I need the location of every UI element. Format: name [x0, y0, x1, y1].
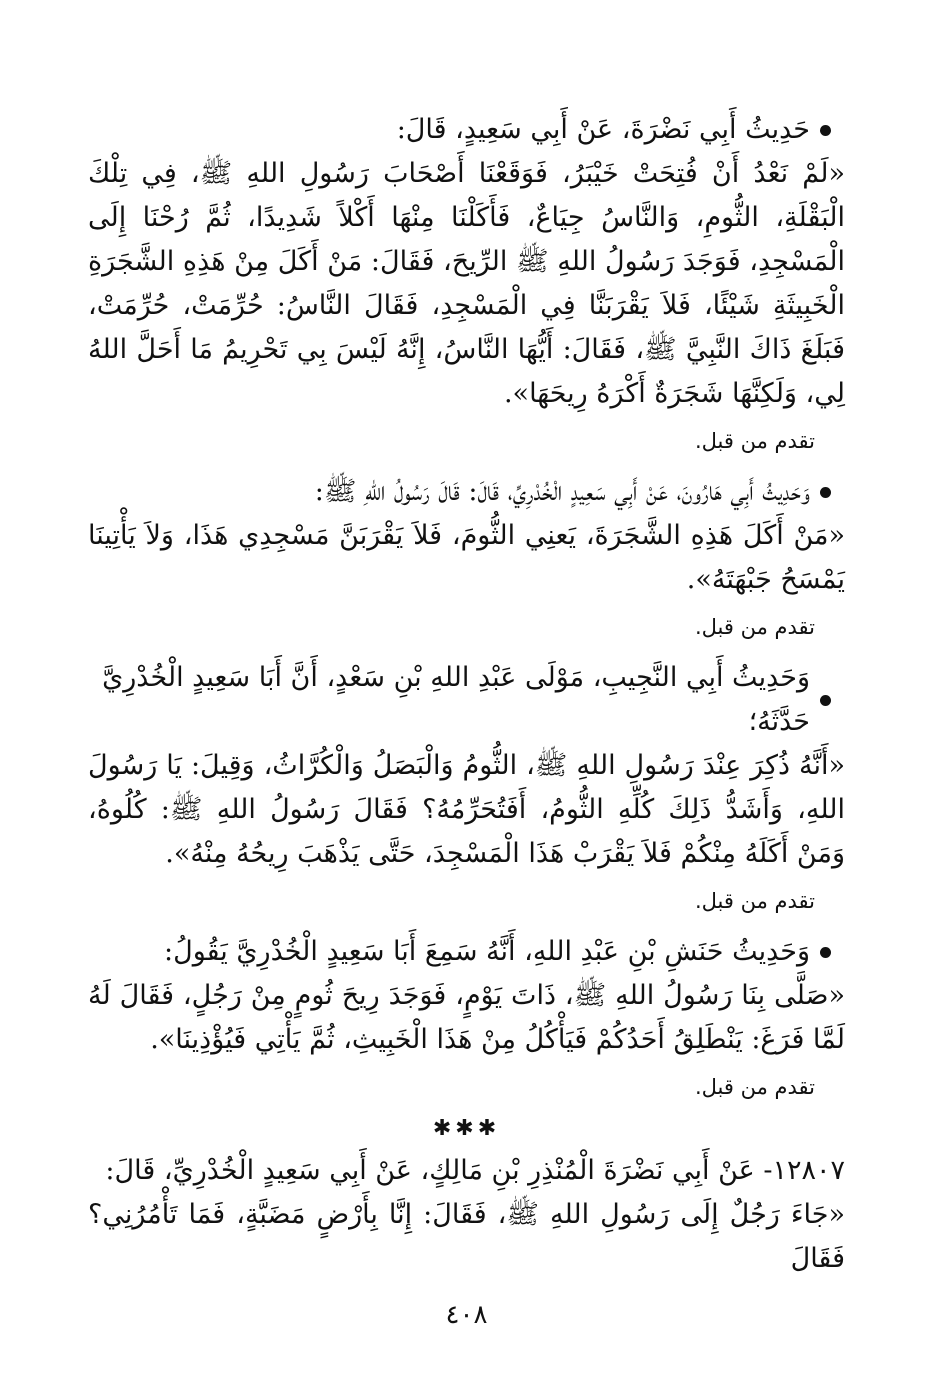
narration-head-text: وَحَدِيثُ أَبِي هَارُونَ، عَنْ أَبِي سَعِيدٍ الْخُدْرِيِّ، قَالَ: قَالَ رَسُولُ اللهِ ﷺ: [314, 476, 810, 507]
hadith-block [88, 1149, 845, 1281]
bullet-icon [820, 947, 831, 958]
hadith-head: ١٢٨٠٧- عَنْ أَبِي نَضْرَةَ الْمُنْذِرِ بْنِ مَالِكٍ، عَنْ أَبِي سَعِيدٍ الْخُدْرِيِّ، قَالَ: [105, 1155, 845, 1186]
narration-head-text: وَحَدِيثُ أَبِي النَّجِيبِ، مَوْلَى عَبْدِ اللهِ بْنِ سَعْدٍ، أَنَّ أَبَا سَعِيدٍ الْخُدْرِيَّ حَدَّثَهُ؛ [102, 662, 810, 737]
narration-head-text: وَحَدِيثُ حَنَشِ بْنِ عَبْدِ اللهِ، أَنَّهُ سَمِعَ أَبَا سَعِيدٍ الْخُدْرِيَّ يَقُولُ: [163, 936, 810, 967]
narration-head [88, 656, 845, 744]
bullet-icon [820, 695, 831, 706]
narration-text: «لَمْ نَعْدُ أَنْ فُتِحَتْ خَيْبَرُ، فَوَقَعْنَا أَصْحَابَ رَسُولِ اللهِ ﷺ، فِي تِلْكَ الْبَقْلَةِ، الثُّومِ، وَالنَّاسُ جِيَاعٌ، فَأَكَلْنَا مِنْهَا أَكْلاً شَدِيدًا، ثُمَّ رُحْنَا إِلَى الْمَسْجِدِ، فَوَجَدَ رَسُولُ اللهِ ﷺ الرِّيحَ، فَقَالَ: مَنْ أَكَلَ مِنْ هَذِهِ الشَّجَرَةِ الْخَبِيثَةِ شَيْئًا، فَلاَ يَقْرَبَنَّا فِي الْمَسْجِدِ، فَقَالَ النَّاسُ: حُرِّمَتْ، حُرِّمَتْ، فَبَلَغَ ذَاكَ النَّبِيَّ ﷺ، فَقَالَ: أَيُّهَا النَّاسُ، إِنَّهُ لَيْسَ بِي تَحْرِيمُ مَا أَحَلَّ اللهُ لِي، وَلَكِنَّهَا شَجَرَةٌ أَكْرَهُ رِيحَهَا». [88, 158, 845, 409]
narration-head [88, 108, 845, 152]
narration-text: «صَلَّى بِنَا رَسُولُ اللهِ ﷺ، ذَاتَ يَوْمٍ، فَوَجَدَ رِيحَ ثُومٍ مِنْ رَجُلٍ، فَقَالَ لَهُ لَمَّا فَرَغَ: يَنْطَلِقُ أَحَدُكُمْ فَيَأْكُلُ مِنْ هَذَا الْخَبِيثِ، ثُمَّ يَأْتِي فَيُؤْذِينَا». [88, 980, 845, 1055]
cross-reference-note: تقدم من قبل. [694, 889, 815, 913]
narration-head [88, 470, 845, 514]
page-body [88, 108, 845, 1281]
narration-text: «مَنْ أَكَلَ هَذِهِ الشَّجَرَةَ، يَعنِي الثُّومَ، فَلاَ يَقْرَبَنَّ مَسْجِدِي هَذَا، وَلاَ يَأْتِينَا يَمْسَحُ جَبْهَتَهُ». [88, 520, 845, 595]
narration-block-3 [88, 656, 845, 918]
page-number: ٤٠٨ [445, 1300, 488, 1330]
narration-head-text: حَدِيثُ أَبِي نَضْرَةَ، عَنْ أَبِي سَعِيدٍ، قَالَ: [396, 114, 810, 145]
narration-head [88, 930, 845, 974]
narration-block-2 [88, 470, 845, 644]
hadith-text: «جَاءَ رَجُلٌ إِلَى رَسُولِ اللهِ ﷺ، فَقَالَ: إِنَّا بِأَرْضٍ مَضَبَّةٍ، فَمَا تَأْمُرُنِي؟ فَقَالَ [88, 1199, 845, 1274]
bullet-icon [820, 125, 831, 136]
bullet-icon [820, 487, 831, 498]
narration-text: «أَنَّهُ ذُكِرَ عِنْدَ رَسُولِ اللهِ ﷺ، الثُّومُ وَالْبَصَلُ وَالْكُرَّاثُ، وَقِيلَ: يَا رَسُولَ اللهِ، وَأَشَدُّ ذَلِكَ كُلِّهِ الثُّومُ، أَفَتُحَرِّمُهُ؟ فَقَالَ رَسُولُ اللهِ ﷺ: كُلُوهُ، وَمَنْ أَكَلَهُ مِنْكُمْ فَلاَ يَقْرَبْ هَذَا الْمَسْجِدَ، حَتَّى يَذْهَبَ رِيحُهُ مِنْهُ». [88, 750, 845, 869]
cross-reference-note: تقدم من قبل. [694, 615, 815, 639]
narration-block-4 [88, 930, 845, 1104]
cross-reference-note: تقدم من قبل. [694, 429, 815, 453]
cross-reference-note: تقدم من قبل. [694, 1075, 815, 1099]
narration-block-1 [88, 108, 845, 458]
section-separator: ✱✱✱ [432, 1116, 501, 1141]
